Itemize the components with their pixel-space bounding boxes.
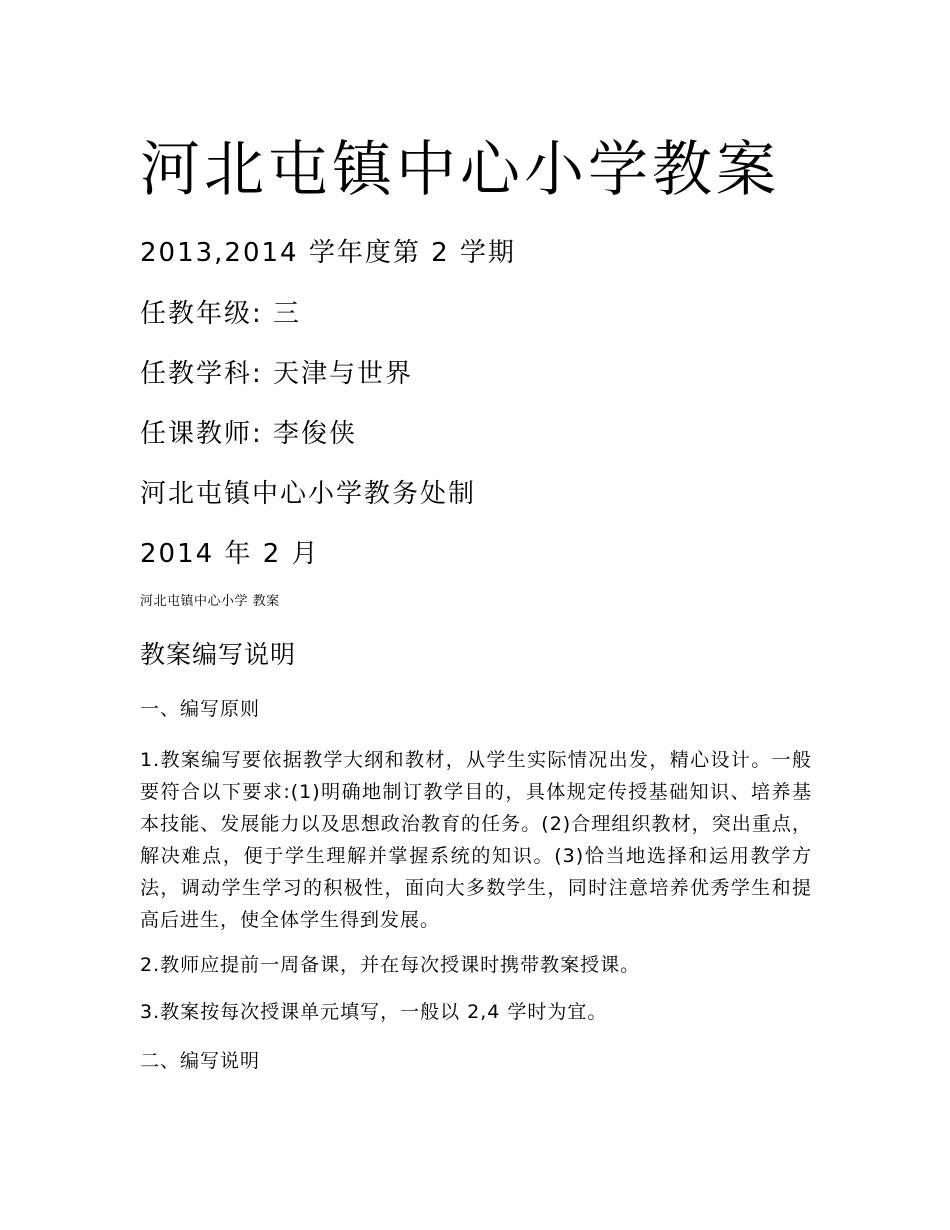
section-title: 教案编写说明 [140, 640, 297, 669]
teacher-line: 任课教师: 李俊侠 [140, 419, 358, 449]
subject-line: 任教学科: 天津与世界 [140, 359, 414, 389]
subsection-heading-notes: 二、编写说明 [140, 1050, 261, 1072]
paragraph-3: 3.教案按每次授课单元填写，一般以 2,4 学时为宜。 [140, 1001, 608, 1023]
date-line: 2014 年 2 月 [140, 539, 320, 569]
paragraph-1: 1.教案编写要依据教学大纲和教材，从学生实际情况出发，精心设计。一般要符合以下要求:(1)明确地制订教学目的，具体规定传授基础知识、培养基本技能、发展能力以及思想政治教育的任务。(2)合理组织教材，突出重点，解决难点，便于学生理解并掌握系统的知识。(3)恰当地选择和运用教学方法，调动学生学习的积极性，面向大多数学生，同时注意培养优秀学生和提高后进生，使全体学生得到发展。 [140, 749, 812, 931]
document-title: 河北屯镇中心小学教案 [140, 135, 780, 205]
grade-line: 任教年级: 三 [140, 299, 302, 329]
issuer-line: 河北屯镇中心小学教务处制 [140, 479, 477, 509]
subsection-heading-principles: 一、编写原则 [140, 698, 261, 720]
running-header: 河北屯镇中心小学 教案 [140, 594, 280, 609]
school-year: 2013,2014 学年度第 2 学期 [140, 238, 516, 268]
paragraph-2: 2.教师应提前一周备课，并在每次授课时携带教案授课。 [140, 954, 641, 976]
